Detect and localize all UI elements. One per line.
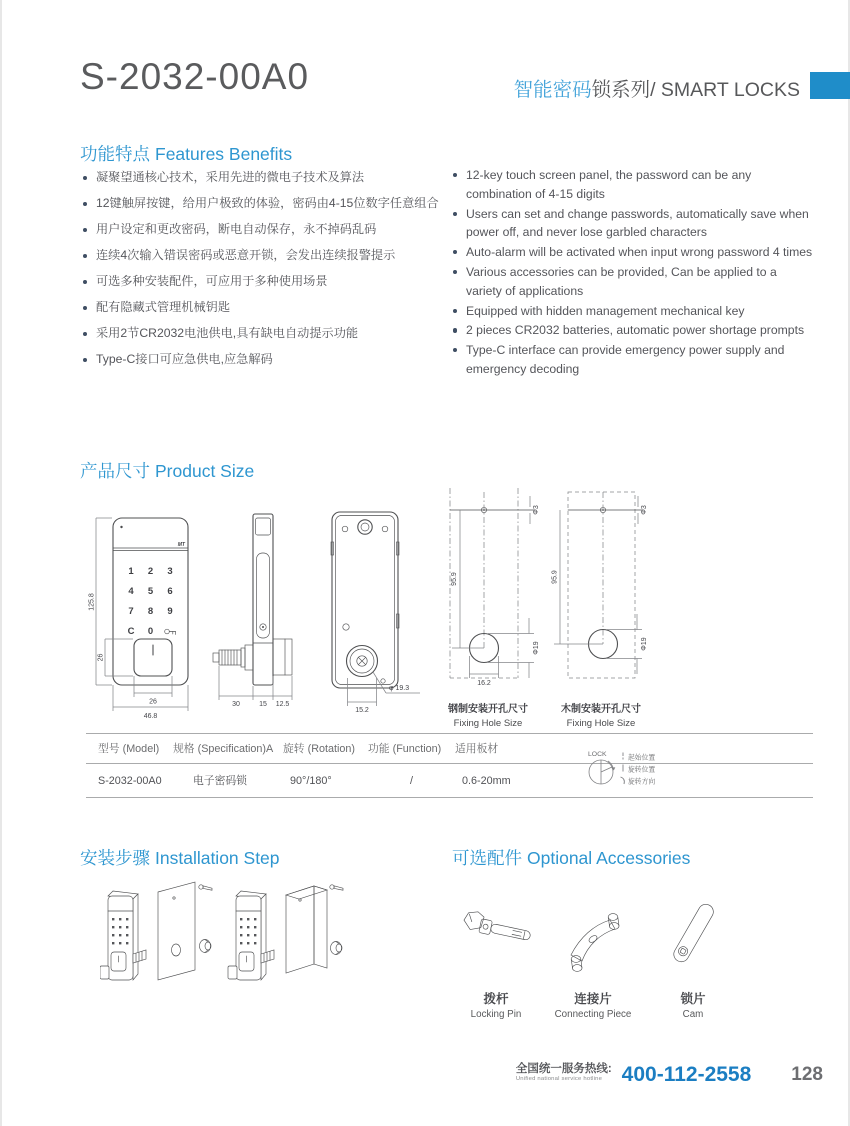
series-rest: 锁系列/ SMART LOCKS bbox=[591, 79, 800, 101]
nut-icon bbox=[200, 940, 212, 953]
side-dimensions bbox=[219, 666, 292, 700]
wood-hole-dimensions bbox=[551, 496, 642, 674]
spec-value-material: 0.6-20mm bbox=[462, 774, 511, 787]
spec-value-rotation: 90°/180° bbox=[290, 774, 332, 787]
feature-item-en: 12-key touch screen panel, the password can be any combination of 4-15 digits bbox=[452, 166, 814, 204]
page-title: S-2032-00A0 bbox=[80, 56, 310, 97]
steel-hole-label-en: Fixing Hole Size bbox=[453, 718, 523, 729]
accessory-label-zh: 连接片 bbox=[574, 992, 612, 1006]
accessories-heading-en: Optional Accessories bbox=[527, 848, 691, 868]
feature-item-zh: 凝聚望通核心技术，采用先进的微电子技术及算法 bbox=[82, 171, 447, 184]
spec-header-rotation: 旋转 (Rotation) bbox=[283, 743, 355, 755]
features-list-en bbox=[452, 166, 814, 380]
cam-knob bbox=[347, 646, 378, 677]
front-dimensions bbox=[96, 518, 188, 711]
spec-table bbox=[86, 733, 813, 798]
feature-item-en: Type-C interface can provide emergency power supply and emergency decoding bbox=[452, 341, 814, 379]
spec-table-header-row bbox=[86, 733, 813, 764]
key-3: 3 bbox=[167, 566, 173, 577]
features-list-zh bbox=[82, 171, 447, 379]
key-c: C bbox=[127, 626, 135, 637]
feature-item-en: Equipped with hidden management mechanical key bbox=[452, 302, 814, 321]
feature-item-zh: 12键触屏按键，给用户极致的体验，密码由4-15位数字任意组合 bbox=[82, 197, 447, 210]
feature-item-en: Auto-alarm will be activated when input wrong password 4 times bbox=[452, 243, 814, 262]
product-size-heading bbox=[80, 458, 254, 483]
dim-width-label: 46.8 bbox=[143, 713, 158, 720]
features-heading bbox=[80, 141, 292, 166]
locking-pin-image bbox=[454, 897, 538, 977]
spec-value-specification: 电子密码锁 bbox=[193, 775, 247, 787]
corner-accent-box bbox=[810, 72, 850, 99]
back-view-drawing bbox=[320, 496, 430, 732]
latch-bracket bbox=[273, 639, 292, 675]
spec-value-model: S-2032-00A0 bbox=[98, 774, 162, 787]
spec-value-function: / bbox=[410, 774, 413, 787]
accessories-heading bbox=[452, 845, 690, 870]
key-4: 4 bbox=[128, 586, 134, 597]
legend-item-start: 起始位置 bbox=[628, 754, 656, 762]
product-size-heading-zh: 产品尺寸 bbox=[80, 461, 150, 481]
hotline-label-en: Unified national service hotline bbox=[515, 1076, 603, 1082]
dim-wood-height-label: 95.9 bbox=[551, 570, 559, 584]
screw-icon bbox=[199, 885, 212, 890]
page-number: 128 bbox=[791, 1064, 823, 1085]
dim-steel-top-label: Φ3 bbox=[533, 505, 540, 515]
dim-steel-height-label: 95.9 bbox=[451, 572, 458, 586]
feature-item-en: Users can set and change passwords, automatically save when power off, and never lose garbled characters bbox=[452, 205, 814, 243]
key-8: 8 bbox=[147, 606, 154, 617]
front-view-drawing bbox=[86, 498, 216, 730]
installation-heading-en: Installation Step bbox=[155, 848, 280, 868]
dim-wood-bottom-label: Φ19 bbox=[641, 637, 648, 651]
dim-side-b-label: 15 bbox=[259, 701, 267, 708]
spec-table-data-row bbox=[86, 764, 813, 798]
legend-item-rotated: 旋转位置 bbox=[628, 766, 656, 774]
accessory-label-en: Connecting Piece bbox=[554, 1009, 632, 1020]
feature-item-zh: 采用2节CR2032电池供电,具有缺电自动提示功能 bbox=[82, 327, 447, 340]
feature-item-zh: 连续4次输入错误密码或恶意开锁，会发出连续报警提示 bbox=[82, 249, 447, 262]
installation-heading-zh: 安装步骤 bbox=[80, 848, 150, 868]
feature-item-zh: 可选多种安装配件，可应用于多种使用场景 bbox=[82, 275, 447, 288]
accessory-label-zh: 拨杆 bbox=[483, 992, 509, 1006]
legend-lock-label: LOCK bbox=[588, 751, 607, 758]
cam-image bbox=[651, 897, 735, 977]
wood-hole-label-zh: 木制安装开孔尺寸 bbox=[561, 704, 641, 715]
accessory-connecting-piece bbox=[545, 897, 641, 1020]
accessories-heading-zh: 可选配件 bbox=[452, 848, 522, 868]
brand-logo: MT bbox=[177, 542, 185, 548]
dim-steel-width-label: 16.2 bbox=[477, 680, 491, 687]
steel-fixing-hole-drawing bbox=[438, 488, 548, 736]
left-page-edge bbox=[0, 0, 2, 1126]
key-lock-icon bbox=[165, 629, 176, 634]
steel-hole-dimensions bbox=[452, 496, 534, 678]
accessory-label-en: Locking Pin bbox=[470, 1009, 522, 1020]
feature-item-zh: 配有隐藏式管理机械钥匙 bbox=[82, 301, 447, 314]
install-step-thin-panel bbox=[100, 882, 212, 980]
hotline-label bbox=[516, 1063, 612, 1082]
dim-back-diameter-label: φ 19.3 bbox=[389, 685, 410, 692]
dim-side-a-label: 30 bbox=[232, 701, 240, 708]
screw-icon bbox=[330, 885, 343, 890]
installation-drawing bbox=[100, 878, 350, 996]
legend-item-direction: 旋转方向 bbox=[628, 778, 656, 786]
spec-header-specification: 规格 (Specification)A bbox=[173, 743, 274, 755]
feature-item-en: Various accessories can be provided, Can be applied to a variety of applications bbox=[452, 263, 814, 301]
side-view-drawing bbox=[205, 498, 305, 730]
key-0: 0 bbox=[147, 626, 154, 637]
installation-heading bbox=[80, 845, 280, 870]
key-2: 2 bbox=[147, 566, 154, 577]
key-6: 6 bbox=[167, 586, 173, 597]
dim-steel-bottom-label: Φ19 bbox=[533, 641, 540, 655]
series-highlight: 智能密码 bbox=[513, 79, 592, 101]
key-5: 5 bbox=[147, 586, 154, 597]
accessory-locking-pin bbox=[448, 897, 544, 1020]
steel-hole-label-zh: 钢制安装开孔尺寸 bbox=[448, 704, 528, 715]
features-heading-en: Features Benefits bbox=[155, 144, 293, 164]
key-7: 7 bbox=[128, 606, 134, 617]
product-size-heading-en: Product Size bbox=[155, 461, 255, 481]
feature-item-zh: Type-C接口可应急供电,应急解码 bbox=[82, 353, 447, 366]
dim-knob-width-label: 26 bbox=[149, 698, 157, 706]
spec-header-function: 功能 (Function) bbox=[368, 743, 442, 755]
dim-wood-top-label: Φ3 bbox=[641, 505, 648, 515]
nut-icon bbox=[331, 942, 343, 955]
hotline-label-zh: 全国统一服务热线: bbox=[515, 1063, 612, 1075]
dim-height-label: 125.8 bbox=[88, 593, 96, 611]
dim-side-c-label: 12.5 bbox=[275, 701, 290, 708]
install-step-thick-panel bbox=[228, 885, 343, 980]
rotation-legend bbox=[586, 747, 668, 791]
wood-fixing-hole-drawing bbox=[543, 488, 655, 736]
features-heading-zh: 功能特点 bbox=[80, 144, 150, 164]
accessory-label-zh: 锁片 bbox=[680, 992, 706, 1006]
spec-header-material: 适用板材 bbox=[455, 743, 499, 755]
back-dimensions bbox=[348, 672, 421, 706]
feature-item-zh: 用户设定和更改密码，断电自动保存，永不掉码乱码 bbox=[82, 223, 447, 236]
feature-item-en: 2 pieces CR2032 batteries, automatic power shortage prompts bbox=[452, 321, 814, 340]
key-1: 1 bbox=[128, 566, 134, 577]
dim-back-width-label: 15.2 bbox=[355, 707, 369, 714]
page-footer bbox=[516, 1063, 823, 1087]
key-9: 9 bbox=[167, 606, 173, 617]
wood-hole-label-en: Fixing Hole Size bbox=[566, 718, 636, 729]
spec-header-model: 型号 (Model) bbox=[98, 743, 160, 755]
dim-knob-height-label: 26 bbox=[97, 653, 105, 662]
legend-markers bbox=[621, 753, 625, 785]
accessory-cam bbox=[645, 897, 741, 1020]
connecting-piece-image bbox=[551, 897, 635, 977]
hotline-number: 400-112-2558 bbox=[621, 1063, 752, 1086]
accessory-label-en: Cam bbox=[682, 1009, 704, 1020]
series-title bbox=[514, 74, 800, 102]
